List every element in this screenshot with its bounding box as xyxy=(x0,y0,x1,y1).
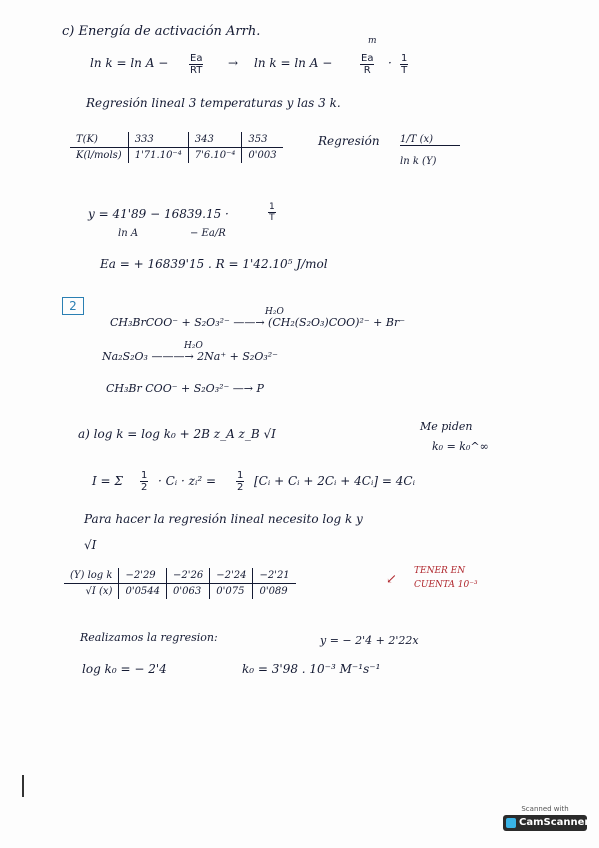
ea-result: Ea = + 16839'15 . R = 1'42.10⁵ J/mol xyxy=(100,257,328,271)
realizamos-line: Realizamos la regresion: xyxy=(80,631,218,644)
ionic-frac2-den: 2 xyxy=(237,482,244,493)
eq1-fraction xyxy=(189,53,203,76)
eq1-dot: · xyxy=(388,56,392,70)
debye-huckel-eq: a) log k = log k₀ + 2B z_A z_B √I xyxy=(78,427,276,441)
table-cell: (Y) log k xyxy=(64,568,119,584)
k0-definition: k₀ = k₀^∞ xyxy=(432,440,489,453)
table-cell: 333 xyxy=(128,132,188,148)
ionic-frac-num: 1 xyxy=(141,470,148,481)
table-row xyxy=(70,148,283,164)
rxn2-over: H₂O xyxy=(184,341,203,351)
regression-note: Regresión lineal 3 temperaturas y las 3 k. xyxy=(86,96,341,110)
ionic-frac2-num: 1 xyxy=(237,470,244,481)
log-k-table xyxy=(64,568,296,599)
eq1-right: ln k = ln A − xyxy=(254,56,333,70)
ionic-left: I = Σ xyxy=(92,474,123,488)
page-edge-mark xyxy=(22,775,24,797)
tener-note-line-2: CUENTA 10⁻³ xyxy=(414,580,478,590)
table-cell: −2'26 xyxy=(167,568,210,584)
eq1-frac2-num: Ea xyxy=(361,53,374,64)
scanned-with-text: Scanned with xyxy=(521,805,569,813)
table-cell: −2'21 xyxy=(259,570,290,581)
ionic-mid: · Cᵢ · zᵢ² = xyxy=(158,474,217,488)
table-row xyxy=(64,584,296,600)
table-cell: T(K) xyxy=(70,132,128,148)
table-row xyxy=(64,568,296,584)
section-c-heading: c) Energía de activación Arrh. xyxy=(62,24,261,39)
camscanner-brand xyxy=(503,815,590,831)
eq1-m-label: m xyxy=(368,36,377,46)
fit-frac-den: T xyxy=(269,213,275,223)
table-cell: 0'0544 xyxy=(119,584,167,600)
section-2-number: 2 xyxy=(62,297,84,315)
tener-note-line-1: TENER EN xyxy=(414,566,466,576)
eq1-fraction-2 xyxy=(360,53,374,76)
arrow-icon: ↙ xyxy=(386,572,397,587)
k0-result: k₀ = 3'98 . 10⁻³ M⁻¹s⁻¹ xyxy=(242,662,381,676)
camscanner-badge xyxy=(503,805,590,839)
para-line-2: √I xyxy=(84,538,97,552)
table-cell: 7'6.10⁻⁴ xyxy=(188,148,242,164)
eq1-frac3-num: 1 xyxy=(401,53,408,64)
table-row xyxy=(70,132,283,148)
ionic-right: [Cᵢ + Cᵢ + 2Cᵢ + 4Cᵢ] = 4Cᵢ xyxy=(254,474,415,488)
table-cell: 343 xyxy=(188,132,242,148)
fit-equation: y = 41'89 − 16839.15 · xyxy=(88,207,229,221)
table-cell: √I (x) xyxy=(64,584,119,600)
table-cell: 0'089 xyxy=(259,586,288,597)
ionic-fraction xyxy=(140,470,148,493)
table-cell: 353 xyxy=(248,134,268,145)
table-cell: 0'003 xyxy=(248,150,277,161)
eq1-left: ln k = ln A − xyxy=(90,56,169,70)
eq1-fraction-3 xyxy=(400,53,408,76)
fit-under-ln-a: ln A xyxy=(118,228,139,239)
ionic-fraction-2 xyxy=(236,470,244,493)
table-cell: 0'063 xyxy=(167,584,210,600)
eq1-frac3-den: T xyxy=(401,65,408,76)
regresion-label: Regresión xyxy=(318,134,380,148)
fit-frac-num: 1 xyxy=(269,202,275,212)
rxn1-over: H₂O xyxy=(265,307,284,317)
camscanner-logo-icon xyxy=(506,818,516,828)
fit2-equation: y = − 2'4 + 2'22x xyxy=(320,634,419,647)
para-line-1: Para hacer la regresión lineal necesito log k y xyxy=(84,512,363,526)
eq1-arrow: → xyxy=(228,56,239,70)
reaction-1: CH₃BrCOO⁻ + S₂O₃²⁻ ——→ (CH₂(S₂O₃)COO)²⁻ + Br⁻ xyxy=(110,316,406,329)
table-cell: K(l/mols) xyxy=(70,148,128,164)
reaction-2: Na₂S₂O₃ ———→ 2Na⁺ + S₂O₃²⁻ xyxy=(102,350,278,363)
reg-y-label: ln k (Y) xyxy=(400,156,437,167)
fit-fraction xyxy=(268,202,276,223)
table-cell: −2'29 xyxy=(119,568,167,584)
me-piden: Me piden xyxy=(420,420,473,433)
eq1-frac2-den: R xyxy=(363,65,371,76)
ionic-frac-den: 2 xyxy=(141,482,148,493)
eq1-frac-den: RT xyxy=(190,65,203,76)
fit-under-ea-r: − Ea/R xyxy=(190,228,226,239)
reg-x-label: 1/T (x) xyxy=(400,134,460,146)
eq1-frac-num: Ea xyxy=(190,53,203,64)
table-cell: 0'075 xyxy=(210,584,253,600)
reaction-3: CH₃Br COO⁻ + S₂O₃²⁻ —→ P xyxy=(106,382,264,395)
table-cell: 1'71.10⁻⁴ xyxy=(128,148,188,164)
temperature-table xyxy=(70,132,283,163)
table-cell: −2'24 xyxy=(210,568,253,584)
camscanner-label: CamScanner xyxy=(519,817,590,828)
log-k0-line: log k₀ = − 2'4 xyxy=(82,662,167,676)
